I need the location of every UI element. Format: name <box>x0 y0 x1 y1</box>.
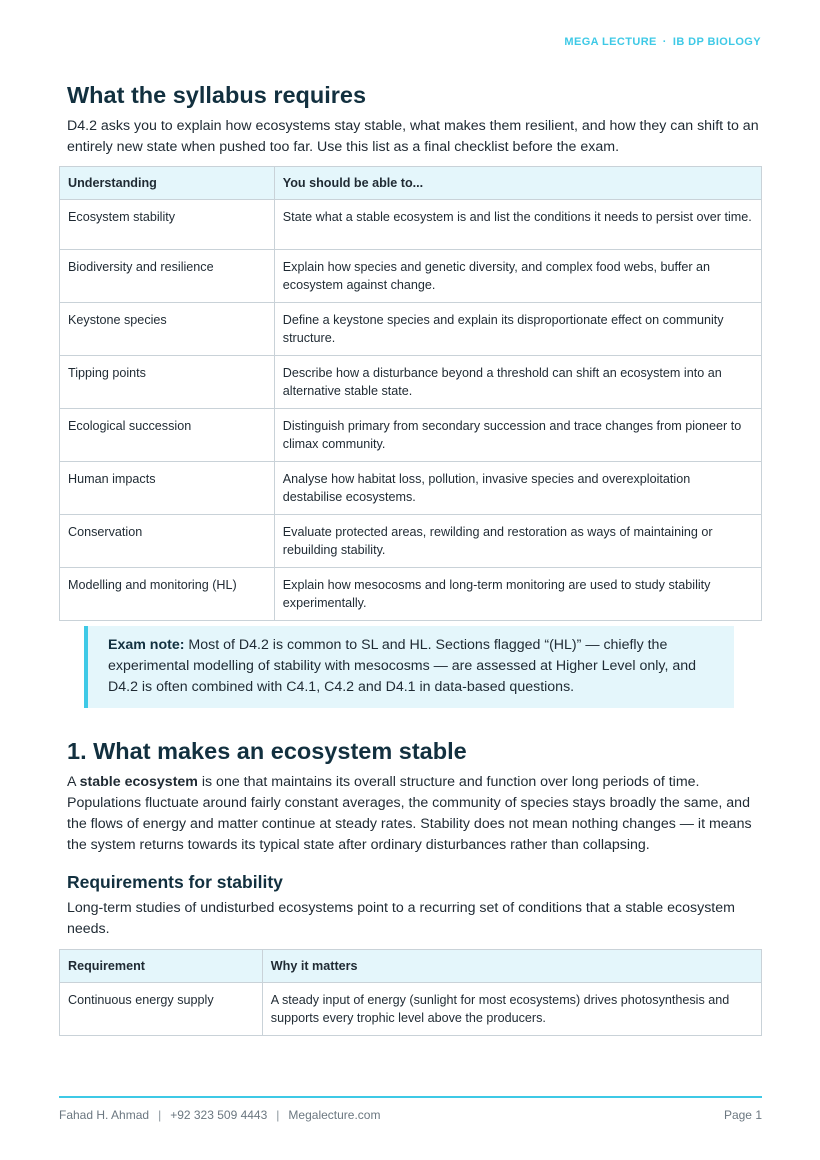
table-cell: Explain how species and genetic diversity, and complex food webs, buffer an ecosystem against change. <box>274 250 761 303</box>
footer-divider <box>59 1096 762 1098</box>
paragraph-rest: is one that maintains its overall structure and function over long periods of time. Populations fluctuate around fairly constant averages, the community of species stays broadly the same, and the flows of energy and matter continue at steady rates. Stability does not mean nothing changes — it means the system returns towards its typical state after ordinary disturbances rather than collapsing. <box>67 774 752 853</box>
column-header: You should be able to... <box>274 167 761 200</box>
column-header: Understanding <box>60 167 275 200</box>
footer-author: Fahad H. Ahmad <box>59 1108 150 1122</box>
syllabus-title: What the syllabus requires <box>67 82 367 108</box>
course-name: IB DP BIOLOGY <box>672 36 761 48</box>
table-cell: Ecological succession <box>60 409 275 462</box>
table-cell: Evaluate protected areas, rewilding and restoration as ways of maintaining or rebuilding stability. <box>274 515 761 568</box>
requirements-table <box>59 949 762 1036</box>
syllabus-intro: D4.2 asks you to explain how ecosystems stay stable, what makes them resilient, and how they can shift to an entirely new state when pushed too far. Use this list as a final checklist before the exam. <box>67 118 759 155</box>
table-row <box>60 303 762 356</box>
table-cell: A steady input of energy (sunlight for most ecosystems) drives photosynthesis and supports every trophic level above the producers. <box>262 983 761 1036</box>
section-paragraph <box>67 772 762 856</box>
term-stable-ecosystem: stable ecosystem <box>79 774 198 790</box>
footer-separator: | <box>158 1108 162 1122</box>
subsection-intro: Long-term studies of undisturbed ecosystems point to a recurring set of conditions that a stable ecosystem needs. <box>67 900 735 937</box>
table-cell: Explain how mesocosms and long-term monitoring are used to study stability experimentally. <box>274 568 761 621</box>
table-cell: Describe how a disturbance beyond a threshold can shift an ecosystem into an alternative stable state. <box>274 356 761 409</box>
table-header-row <box>60 950 762 983</box>
section-title: 1. What makes an ecosystem stable <box>67 738 467 764</box>
table-cell: Keystone species <box>60 303 275 356</box>
syllabus-table <box>59 166 762 621</box>
table-row <box>60 250 762 303</box>
table-cell: Analyse how habitat loss, pollution, invasive species and overexploitation destabilise ecosystems. <box>274 462 761 515</box>
table-cell: Conservation <box>60 515 275 568</box>
table-row <box>60 462 762 515</box>
table-cell: Distinguish primary from secondary succession and trace changes from pioneer to climax community. <box>274 409 761 462</box>
brand-separator: · <box>662 36 667 48</box>
table-row <box>60 409 762 462</box>
table-row <box>60 983 762 1036</box>
footer-website: Megalecture.com <box>288 1108 381 1122</box>
exam-note-text: Most of D4.2 is common to SL and HL. Sections flagged “(HL)” — chiefly the experimental modelling of stability with mesocosms — are assessed at Higher Level only, and D4.2 is often combined with C4.1, C4.2 and D4.1 in data-based questions. <box>108 637 697 695</box>
column-header: Requirement <box>60 950 263 983</box>
page-number: Page 1 <box>723 1108 762 1122</box>
table-cell: State what a stable ecosystem is and list the conditions it needs to persist over time. <box>274 200 761 250</box>
footer-separator: | <box>276 1108 280 1122</box>
table-row <box>60 356 762 409</box>
page-content <box>59 78 762 1036</box>
table-cell: Biodiversity and resilience <box>60 250 275 303</box>
subsection-title: Requirements for stability <box>67 872 283 892</box>
table-row <box>60 515 762 568</box>
table-cell: Ecosystem stability <box>60 200 275 250</box>
footer-phone: +92 323 509 4443 <box>170 1108 268 1122</box>
table-cell: Continuous energy supply <box>60 983 263 1036</box>
header-brand <box>564 36 761 48</box>
exam-note-label: Exam note: <box>108 637 185 653</box>
table-header-row <box>60 167 762 200</box>
table-cell: Define a keystone species and explain its disproportionate effect on community structure. <box>274 303 761 356</box>
table-row <box>60 200 762 250</box>
table-cell: Human impacts <box>60 462 275 515</box>
exam-note-callout <box>84 626 734 708</box>
table-cell: Tipping points <box>60 356 275 409</box>
table-row <box>60 568 762 621</box>
footer-credits <box>59 1108 380 1122</box>
table-cell: Modelling and monitoring (HL) <box>60 568 275 621</box>
paragraph-prefix: A <box>67 774 80 790</box>
column-header: Why it matters <box>262 950 761 983</box>
brand-name: MEGA LECTURE <box>564 36 657 48</box>
